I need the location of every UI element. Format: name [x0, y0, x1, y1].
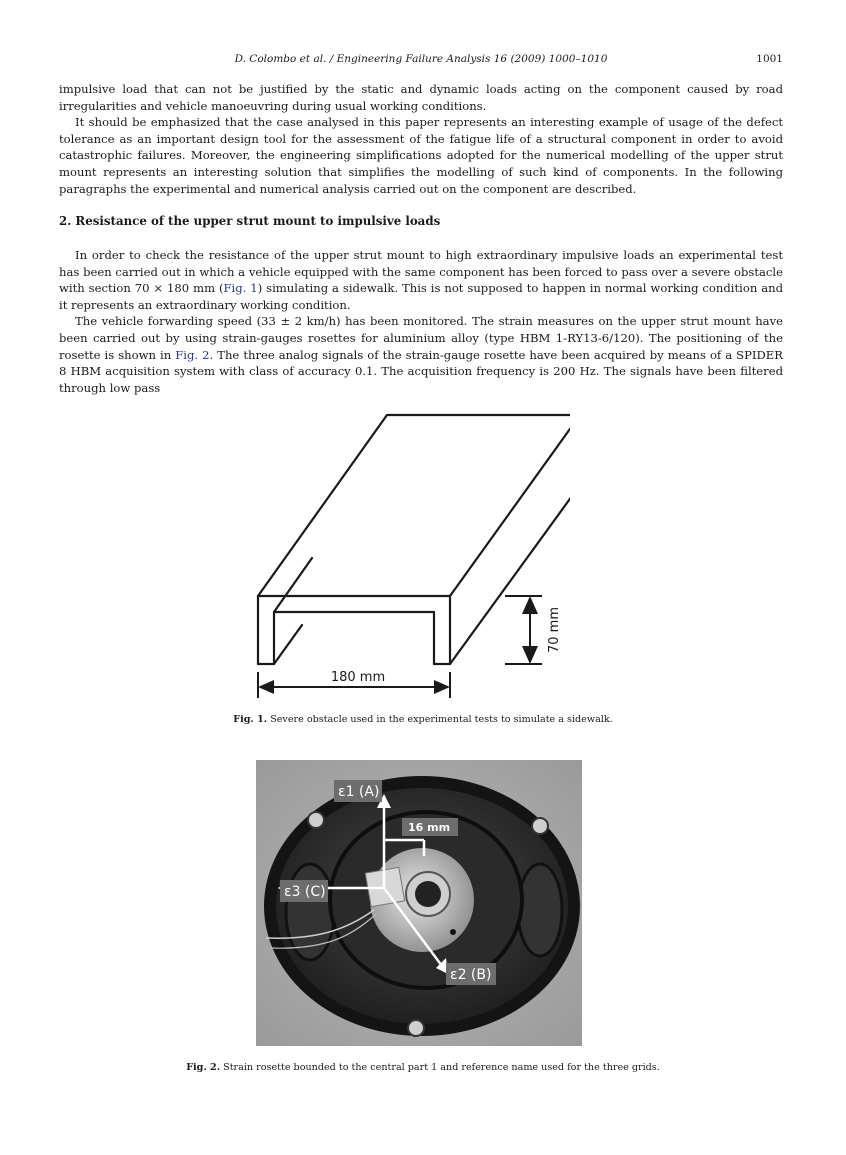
center-hole	[415, 881, 441, 907]
text-run: . The three analog signals of the strain-gauge rosette have been acquired by means of a SPIDER 8 HBM acquisition system with class of accuracy 0.1. The acquisition frequency is 200 Hz. The signals have been filtered through low pass	[59, 347, 783, 395]
bolt-top-right	[532, 818, 548, 834]
channel-profile	[258, 596, 450, 664]
label-e2-b: ε2 (B)	[450, 967, 492, 983]
text-run: The vehicle forwarding speed (33 ± 2 km/h) has been monitored. The strain measures on the upper strut mount have been carried out by using strain-gauges rosettes for aluminium alloy (type HBM 1-RY13-6/120). The positioning of the rosette is shown in	[59, 314, 783, 362]
label-16mm: 16 mm	[408, 821, 451, 834]
intro-text	[59, 81, 783, 197]
intro-paragraph-1: impulsive load that can not be justified by the static and dynamic loads acting on the component caused by road irregularities and vehicle manoeuvring during usual working conditions.	[59, 82, 783, 113]
running-header	[59, 53, 783, 67]
fig2-reference-link[interactable]: Fig. 2	[175, 347, 210, 362]
journal-citation: D. Colombo et al. / Engineering Failure Analysis 16 (2009) 1000–1010	[234, 53, 608, 65]
figure-2-caption	[0, 1062, 846, 1073]
strut-mount-photo-illustration	[256, 760, 582, 1046]
figure-1-caption-text: Severe obstacle used in the experimental tests to simulate a sidewalk.	[270, 714, 613, 725]
figure-1-caption	[0, 714, 846, 725]
obstacle-right-top-edge	[450, 415, 570, 596]
height-dimension	[505, 596, 542, 664]
height-label: 70 mm	[547, 606, 562, 654]
label-e1-a: ε1 (A)	[338, 784, 380, 800]
fig1-reference-link[interactable]: Fig. 1	[223, 281, 258, 296]
text-run: ) simulating a sidewalk. This is not supposed to happen in normal working condition and it represents an extraordinary working condition.	[59, 281, 784, 312]
figure-1-obstacle-drawing	[250, 410, 570, 700]
arrowhead-left	[258, 680, 274, 694]
figure-2-caption-text: Strain rosette bounded to the central part 1 and reference name used for the three grids.	[223, 1062, 660, 1073]
arrowhead-right	[434, 680, 450, 694]
right-bulge	[518, 864, 562, 956]
section-2-paragraph-1	[59, 247, 783, 313]
arrowhead-up	[522, 596, 538, 614]
figure-2-caption-label: Fig. 2.	[186, 1062, 221, 1073]
section-2-paragraph-2	[59, 313, 783, 396]
small-hole	[450, 929, 456, 935]
page-number: 1001	[756, 53, 783, 65]
section-2-text	[59, 247, 783, 396]
intro-paragraph-2: It should be emphasized that the case analysed in this paper represents an interesting example of usage of the defect tolerance as an important design tool for the assessment of the fatigue life of a structural component in order to avoid catastrophic failures. Moreover, the engineering simplifications adopted for the numerical modelling of the upper strut mount represents an interesting solution that simplifies the modelling of such kind of components. In the following paragraphs the experimental and numerical analysis carried out on the component are described.	[59, 115, 783, 196]
bolt-top-left	[308, 812, 324, 828]
text-run: In order to check the resistance of the upper strut mount to high extraordinary impulsive loads an experimental test has been carried out in which a vehicle equipped with the same component has been forced to pass over a severe obstacle with section 70 × 180 mm (	[59, 248, 783, 296]
figure-1-caption-label: Fig. 1.	[233, 714, 268, 725]
label-e3-c: ε3 (C)	[284, 884, 326, 900]
section-heading: 2. Resistance of the upper strut mount to impulsive loads	[59, 214, 441, 228]
figure-2-photo	[256, 760, 582, 1046]
arrowhead-down	[522, 646, 538, 664]
bolt-bottom	[408, 1020, 424, 1036]
channel-inner-bottom-edge	[274, 625, 302, 664]
width-label: 180 mm	[330, 670, 386, 685]
